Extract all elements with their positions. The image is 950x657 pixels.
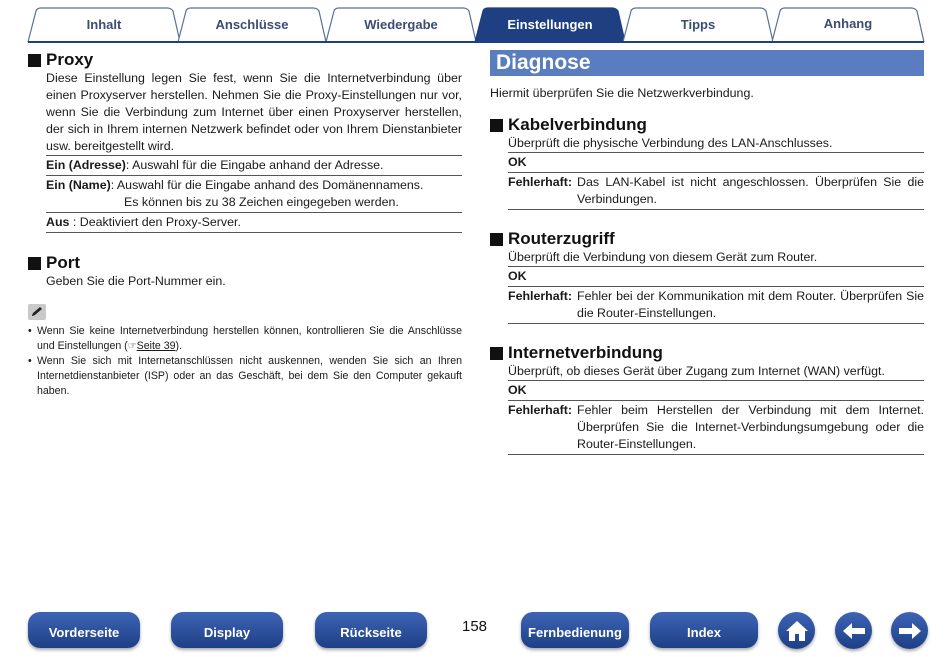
left-column [28, 50, 462, 399]
proxy-title: Proxy [46, 50, 94, 69]
tab-underline [28, 41, 924, 43]
note-text: Wenn Sie sich mit Internetanschlüssen nicht auskennen, wenden Sie sich an Ihren Internetdienstanbieter (ISP) oder an das Geschäft, bei dem Sie den Computer gekauft haben. [37, 355, 462, 397]
result-ok-row [508, 266, 924, 286]
tab-label: Anhang [823, 16, 873, 31]
option-text: : Auswahl für die Eingabe anhand des Domänennamens. [110, 178, 424, 192]
option-text: : Deaktiviert den Proxy-Server. [69, 215, 241, 229]
tab-label: Inhalt [86, 17, 122, 32]
square-bullet-icon [490, 233, 503, 246]
square-bullet-icon [28, 257, 41, 270]
square-bullet-icon [490, 119, 503, 132]
error-text: Fehler bei der Kommunikation mit dem Router. Überprüfen Sie die Router-Einstellungen. [577, 289, 924, 320]
diagnose-title: Diagnose [490, 50, 924, 76]
error-key: Fehlerhaft: [508, 289, 573, 303]
section-description: Überprüft die Verbindung von diesem Gerät zum Router. [508, 250, 818, 264]
nav-button-fernbedienung[interactable]: Fernbedienung [521, 612, 629, 648]
result-ok-row [508, 380, 924, 400]
diagnose-section [490, 229, 924, 324]
result-error-row [508, 400, 924, 455]
forward-arrow-icon[interactable] [891, 612, 928, 649]
port-description: Geben Sie die Port-Nummer ein. [46, 274, 226, 288]
option-key: Ein (Adresse) [46, 158, 126, 172]
ok-label: OK [508, 155, 527, 169]
tab-label: Anschlüsse [215, 17, 289, 32]
section-title: Internetverbindung [508, 343, 663, 362]
port-title: Port [46, 253, 80, 272]
note-tail: ). [175, 340, 183, 352]
page-link[interactable]: Seite 39 [136, 340, 176, 352]
home-icon[interactable] [778, 612, 815, 649]
port-heading [28, 253, 462, 273]
nav-button-rueckseite[interactable]: Rückseite [315, 612, 427, 648]
section-description: Überprüft die physische Verbindung des LAN-Anschlusses. [508, 136, 833, 150]
section-heading [490, 343, 924, 363]
option-continuation: Es können bis zu 38 Zeichen eingegeben werden. [124, 195, 399, 209]
tab-bar [0, 0, 950, 44]
right-column [490, 50, 924, 455]
pencil-icon [28, 304, 46, 320]
error-key: Fehlerhaft: [508, 403, 573, 417]
result-ok-row [508, 152, 924, 172]
proxy-description: Diese Einstellung legen Sie fest, wenn Sie die Internetverbindung über einen Proxyserver herstellen. Nehmen Sie die Proxy-Einstellungen nur vor, wenn Sie die Verbindung zum Internet über einen Proxyserver herstellen, der sich in Ihrem internen Netzwerk befindet oder von Ihrem Dienstanbieter usw. bereitgestellt wird. [46, 71, 462, 153]
hand-pointer-icon: ☞ [127, 341, 137, 352]
option-key: Aus [46, 215, 70, 229]
note-item [28, 354, 462, 399]
result-error-row [508, 286, 924, 324]
ok-label: OK [508, 269, 527, 283]
square-bullet-icon [490, 347, 503, 360]
tab-wiedergabe[interactable] [326, 8, 476, 42]
ok-label: OK [508, 383, 527, 397]
tab-einstellungen[interactable] [475, 8, 625, 42]
diagnose-intro: Hiermit überprüfen Sie die Netzwerkverbindung. [490, 86, 754, 100]
option-key: Ein (Name) [46, 178, 111, 192]
proxy-option [46, 212, 462, 233]
tab-label: Tipps [680, 17, 716, 32]
nav-button-display[interactable]: Display [171, 612, 283, 648]
tab-tipps[interactable] [623, 8, 773, 42]
proxy-heading [28, 50, 462, 70]
tab-inhalt[interactable] [28, 8, 180, 42]
tab-label: Einstellungen [507, 17, 593, 32]
section-heading [490, 115, 924, 135]
result-error-row [508, 172, 924, 210]
proxy-option [46, 155, 462, 175]
tab-anhang[interactable] [772, 8, 924, 42]
tab-anschluesse[interactable] [178, 8, 326, 42]
error-text: Das LAN-Kabel ist nicht angeschlossen. Überprüfen Sie die Verbindungen. [577, 175, 924, 206]
nav-button-vorderseite[interactable]: Vorderseite [28, 612, 140, 648]
tab-label: Wiedergabe [364, 17, 438, 32]
nav-button-index[interactable]: Index [650, 612, 758, 648]
section-title: Kabelverbindung [508, 115, 647, 134]
diagnose-section [490, 115, 924, 210]
section-description: Überprüft, ob dieses Gerät über Zugang zum Internet (WAN) verfügt. [508, 364, 885, 378]
section-title: Routerzugriff [508, 229, 615, 248]
note-item [28, 324, 462, 354]
diagnose-section [490, 343, 924, 455]
error-text: Fehler beim Herstellen der Verbindung mit dem Internet. Überprüfen Sie die Internet-Verbindungsumgebung oder die Router-Einstellungen. [577, 403, 924, 451]
page-number: 158 [462, 618, 488, 635]
section-heading [490, 229, 924, 249]
note-text: Wenn Sie keine Internetverbindung herstellen können, kontrollieren Sie die Anschlüsse und Einstellungen ( [37, 325, 462, 352]
error-key: Fehlerhaft: [508, 175, 573, 189]
notes-list [28, 324, 462, 399]
back-arrow-icon[interactable] [835, 612, 872, 649]
proxy-option [46, 175, 462, 212]
option-text: : Auswahl für die Eingabe anhand der Adresse. [125, 158, 384, 172]
square-bullet-icon [28, 54, 41, 67]
